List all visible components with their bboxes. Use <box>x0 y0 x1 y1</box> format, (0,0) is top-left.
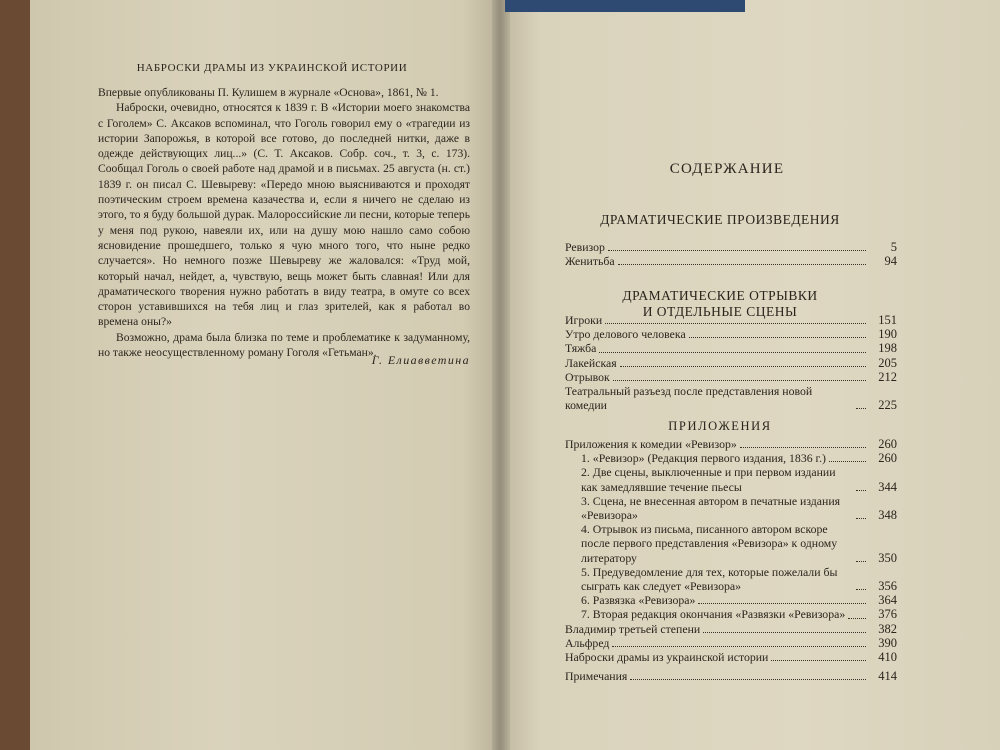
toc-title: СОДЕРЖАНИЕ <box>669 161 785 177</box>
toc-entry[interactable]: Отрывок 212 <box>565 369 897 384</box>
toc-entry[interactable]: 2. Две сцены, выключенные и при первом издании как замедлявшие течение пьесы 344 <box>581 465 897 494</box>
toc-entry[interactable]: Утро делового человека 190 <box>565 327 897 342</box>
toc-entry[interactable]: Наброски драмы из украинской истории 410 <box>565 650 897 665</box>
toc-entry[interactable]: Приложения к комедии «Ревизор» 260 <box>565 437 897 451</box>
commentary-text <box>98 85 470 360</box>
toc-entry[interactable]: 3. Сцена, не внесенная автором в печатные издания «Ревизора» 348 <box>581 493 897 523</box>
author-signature: Г. Елиавветина <box>371 353 470 367</box>
section-heading-dramatic-works: ДРАМАТИЧЕСКИЕ ПРОИЗВЕДЕНИЯ <box>600 212 840 227</box>
running-head: НАБРОСКИ ДРАМЫ ИЗ УКРАИНСКОЙ ИСТОРИИ <box>136 62 408 74</box>
paragraph: Наброски, очевидно, относятся к 1839 г. В «Истории моего знакомства с Гоголем» С. Аксаков вспоминал, что Гоголь говорил ему о «трагедии из истории Запорожья, в которой все готово, до последней нитки, даже в одежде действующих лиц...» (С. Т. Аксаков. Собр. соч., т. 3, с. 173). Сообщал Гоголь о своей работе над драмой и в письмах. 25 августа (н. ст.) 1839 г. он писал С. Шевыреву: «Передо мною выясниваются и проходят поэтическим строем времена казачества и, если я ничего не сделаю из этого, то я буду большой дурак. Малороссийские ли песни, которые теперь у меня под рукою, навеяли их, или на душу мою нашло само собою ясновидение прошедшего, только я чую много того, что ныне редко случается». Но немного позже Шевыреву же жаловался: «Труд мой, который начал, нейдет, а, чувствую, вещь может быть славная! Или для драматического творения нужно работать в виду театра, в омуте со всех сторон уставившихся на тебя лиц и глаз зрителей, как я работал во времена оны?» <box>98 101 470 329</box>
section-heading-appendices: ПРИЛОЖЕНИЯ <box>668 419 772 433</box>
toc-entry[interactable]: Театральный разъезд после представления новой комедии 225 <box>565 384 897 413</box>
toc-entry[interactable]: Ревизор 5 <box>565 240 897 254</box>
toc-entry[interactable]: Игроки 151 <box>565 313 897 327</box>
toc-entry[interactable]: 6. Развязка «Ревизора» 364 <box>581 593 897 608</box>
paragraph: Впервые опубликованы П. Кулишем в журнале «Основа», 1861, № 1. <box>98 86 439 99</box>
toc-section-fragments <box>565 313 897 412</box>
toc-entry[interactable]: 1. «Ревизор» (Редакция первого издания, 1836 г.) 260 <box>581 451 897 466</box>
toc-entry[interactable]: 7. Вторая редакция окончания «Развязки «Ревизора» 376 <box>581 607 897 622</box>
toc-entry[interactable]: Примечания 414 <box>565 669 897 684</box>
paragraph: Возможно, драма была близка по теме и проблематике к задуманному, но также неосуществленному роману Гоголя «Гетьман». <box>98 330 470 360</box>
cover-edge <box>505 0 745 12</box>
toc-entry[interactable]: Альфред 390 <box>565 635 897 650</box>
toc-entry[interactable]: Владимир третьей степени 382 <box>565 621 897 636</box>
toc-section-dramatic-works <box>565 240 897 268</box>
toc-entry[interactable]: Женитьба 94 <box>565 254 897 269</box>
toc-entry[interactable]: Лакейская 205 <box>565 355 897 370</box>
toc-entry[interactable]: 4. Отрывок из письма, писанного автором вскоре после первого представления «Ревизора» к одному литератору 350 <box>581 522 897 565</box>
book-spine <box>492 0 510 750</box>
toc-entry[interactable]: 5. Предуведомление для тех, которые пожелали бы сыграть как следует «Ревизора» 356 <box>581 564 897 594</box>
toc-section-appendices <box>565 437 897 683</box>
section-heading-fragments: ДРАМАТИЧЕСКИЕ ОТРЫВКИ И ОТДЕЛЬНЫЕ СЦЕНЫ <box>622 288 818 319</box>
toc-entry[interactable]: Тяжба 198 <box>565 341 897 356</box>
